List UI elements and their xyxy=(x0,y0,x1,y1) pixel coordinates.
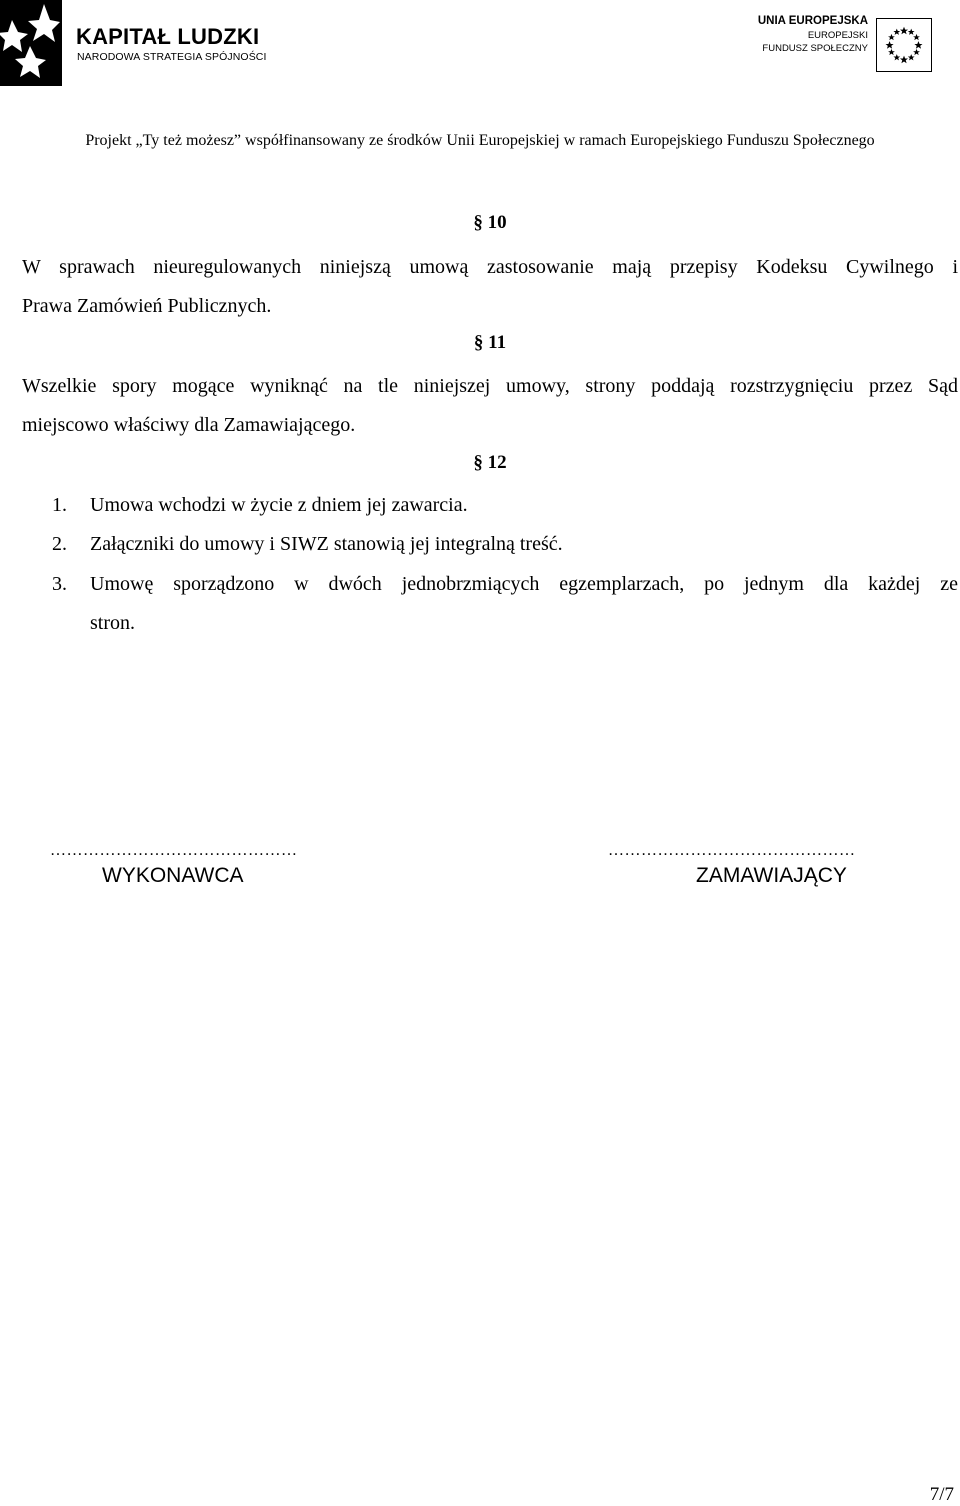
kapital-ludzki-emblem-icon xyxy=(0,0,62,86)
project-funding-line: Projekt „Ty też możesz” współfinansowany ze środków Unii Europejskiej w ramach Europejskiego Funduszu Społecznego xyxy=(85,132,875,149)
section-10-line-1: W sprawach nieuregulowanych niniejszą umową zastosowanie mają przepisy Kodeksu Cywilnego i xyxy=(22,256,958,278)
list-item xyxy=(52,565,958,643)
kapital-ludzki-logo xyxy=(0,0,300,86)
list-item-number: 2. xyxy=(52,533,67,555)
client-label: ZAMAWIAJĄCY xyxy=(696,864,847,887)
section-12-heading: § 12 xyxy=(473,452,507,473)
list-item-number: 1. xyxy=(52,494,67,516)
contractor-label: WYKONAWCA xyxy=(102,864,244,887)
contractor-signature-line: ……………………………………… xyxy=(50,842,298,859)
list-item-line-1: Umowę sporządzono w dwóch jednobrzmiących egzemplarzach, po jednym dla każdej ze xyxy=(90,573,958,595)
list-item xyxy=(52,486,958,525)
section-10-paragraph xyxy=(22,248,958,326)
kapital-ludzki-subtitle: NARODOWA STRATEGIA SPÓJNOŚCI xyxy=(77,51,267,63)
section-10-heading: § 10 xyxy=(473,212,507,233)
client-signature-line: ……………………………………… xyxy=(608,842,856,859)
section-11-paragraph xyxy=(22,367,958,445)
section-11-line-1: Wszelkie spory mogące wyniknąć na tle niniejszej umowy, strony poddają rozstrzygnięciu przez Sąd xyxy=(22,375,958,397)
eu-name: UNIA EUROPEJSKA xyxy=(757,15,868,27)
section-10-line-2: Prawa Zamówień Publicznych. xyxy=(22,295,272,317)
page-number: 7/7 xyxy=(929,1484,954,1505)
eu-fund-line2: FUNDUSZ SPOŁECZNY xyxy=(762,43,868,54)
list-item-line-2: stron. xyxy=(90,612,135,634)
eu-flag-icon xyxy=(876,18,932,72)
list-item-number: 3. xyxy=(52,573,67,595)
list-item-text xyxy=(90,565,958,643)
list-item xyxy=(52,525,958,564)
section-11-line-2: miejscowo właściwy dla Zamawiającego. xyxy=(22,414,356,436)
eu-fund-line1: EUROPEJSKI xyxy=(807,30,868,41)
kapital-ludzki-title: KAPITAŁ LUDZKI xyxy=(76,24,260,49)
eu-logo-text xyxy=(758,13,868,55)
list-item-text: Umowa wchodzi w życie z dniem jej zawarcia. xyxy=(90,494,468,516)
list-item-text: Załączniki do umowy i SIWZ stanowią jej integralną treść. xyxy=(90,533,563,555)
section-11-heading: § 11 xyxy=(473,332,507,353)
